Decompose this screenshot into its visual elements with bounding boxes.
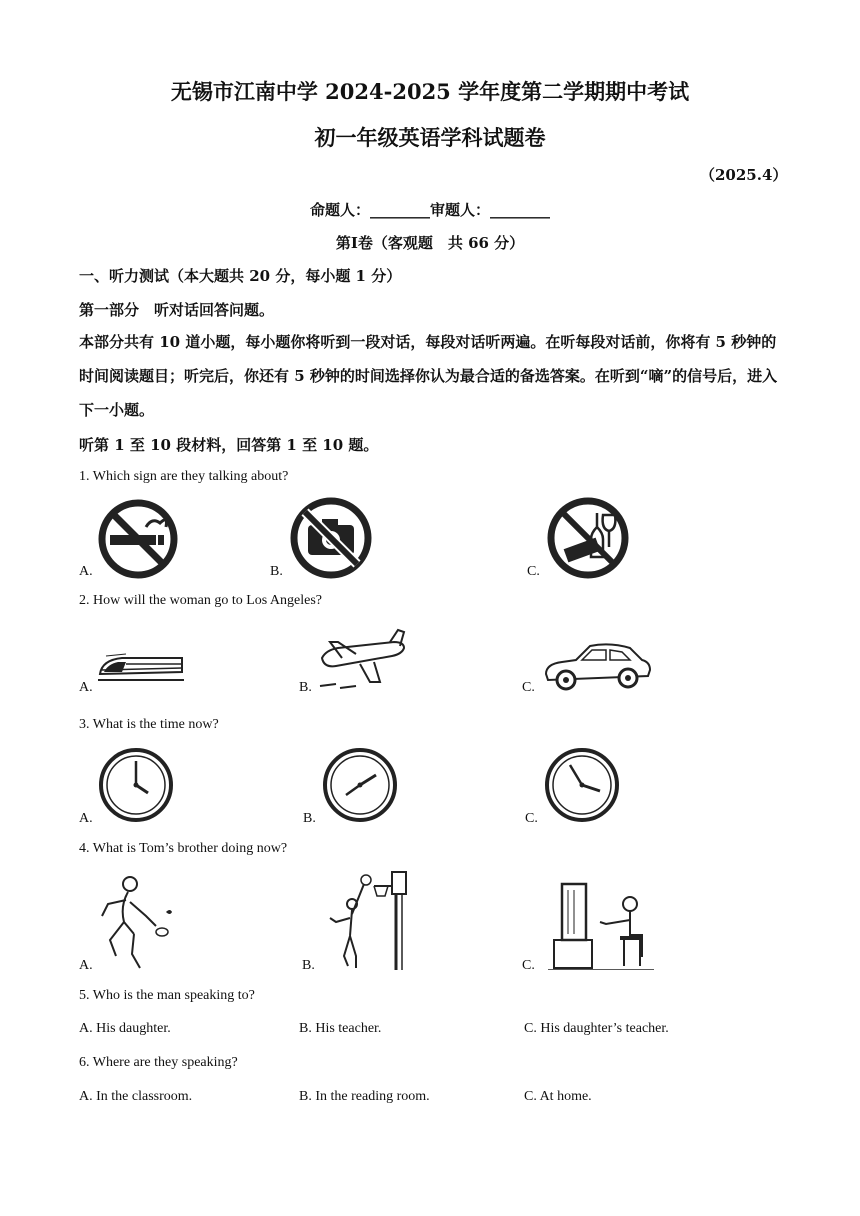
- question-stem: 2. How will the woman go to Los Angeles?: [79, 593, 323, 608]
- option-text: B. His teacher.: [299, 1021, 382, 1036]
- question-stem: 1. Which sign are they talking about?: [79, 469, 289, 484]
- option-label: A.: [79, 680, 93, 695]
- no-photography-sign-icon: [288, 495, 374, 581]
- option-label: A.: [79, 958, 93, 973]
- listen-instruction: 听第 1 至 10 段材料，回答第 1 至 10 题。: [79, 436, 379, 454]
- option-label: B.: [302, 958, 315, 973]
- option-text: C. His daughter’s teacher.: [524, 1021, 669, 1036]
- clock-icon: [544, 747, 620, 823]
- exam-title-line2: 初一年级英语学科试题卷: [314, 125, 546, 150]
- instructions-paragraph: 本部分共有 10 道小题，每小题你将听到一段对话，每段对话听两遍。在听每段对话前，你将有 5 秒钟的时间阅读题目；听完后，你还有 5 秒钟的时间选择你认为最合适的备选答案。在听到“嘀”的信号后，进入下一小题。: [79, 333, 778, 419]
- option-text: A. In the classroom.: [79, 1089, 193, 1104]
- question-stem: 3. What is the time now?: [79, 717, 219, 732]
- exam-date: （2025.4）: [700, 166, 788, 184]
- no-smoking-sign-icon: [96, 497, 180, 581]
- section-heading: 一、听力测试（本大题共 20 分，每小题 1 分）: [79, 267, 402, 285]
- car-icon: [542, 640, 652, 692]
- option-label: A.: [79, 564, 93, 579]
- basketball-player-icon: [322, 866, 412, 972]
- train-icon: [96, 648, 186, 684]
- option-label: C.: [527, 564, 540, 579]
- option-text: A. His daughter.: [79, 1021, 171, 1036]
- exam-title-line1: 无锡市江南中学 2024-2025 学年度第二学期期中考试: [170, 79, 690, 104]
- option-label: B.: [270, 564, 283, 579]
- option-text: C. At home.: [524, 1089, 592, 1104]
- watching-tv-icon: [544, 880, 656, 970]
- clock-icon: [322, 747, 398, 823]
- option-label: A.: [79, 811, 93, 826]
- part-heading: 第一部分 听对话回答问题。: [79, 301, 275, 319]
- airplane-icon: [316, 628, 410, 692]
- option-label: C.: [522, 680, 535, 695]
- option-label: B.: [299, 680, 312, 695]
- question-stem: 6. Where are they speaking?: [79, 1055, 238, 1070]
- option-label: C.: [522, 958, 535, 973]
- exam-authors: 命题人：________审题人：________: [309, 201, 550, 219]
- clock-icon: [98, 747, 174, 823]
- no-drinking-sign-icon: [545, 495, 631, 581]
- option-label: C.: [525, 811, 538, 826]
- option-label: B.: [303, 811, 316, 826]
- volume-heading: 第Ⅰ卷（客观题 共 66 分）: [335, 234, 525, 252]
- option-text: B. In the reading room.: [299, 1089, 430, 1104]
- question-stem: 4. What is Tom’s brother doing now?: [79, 841, 288, 856]
- badminton-player-icon: [96, 872, 176, 972]
- question-stem: 5. Who is the man speaking to?: [79, 988, 255, 1003]
